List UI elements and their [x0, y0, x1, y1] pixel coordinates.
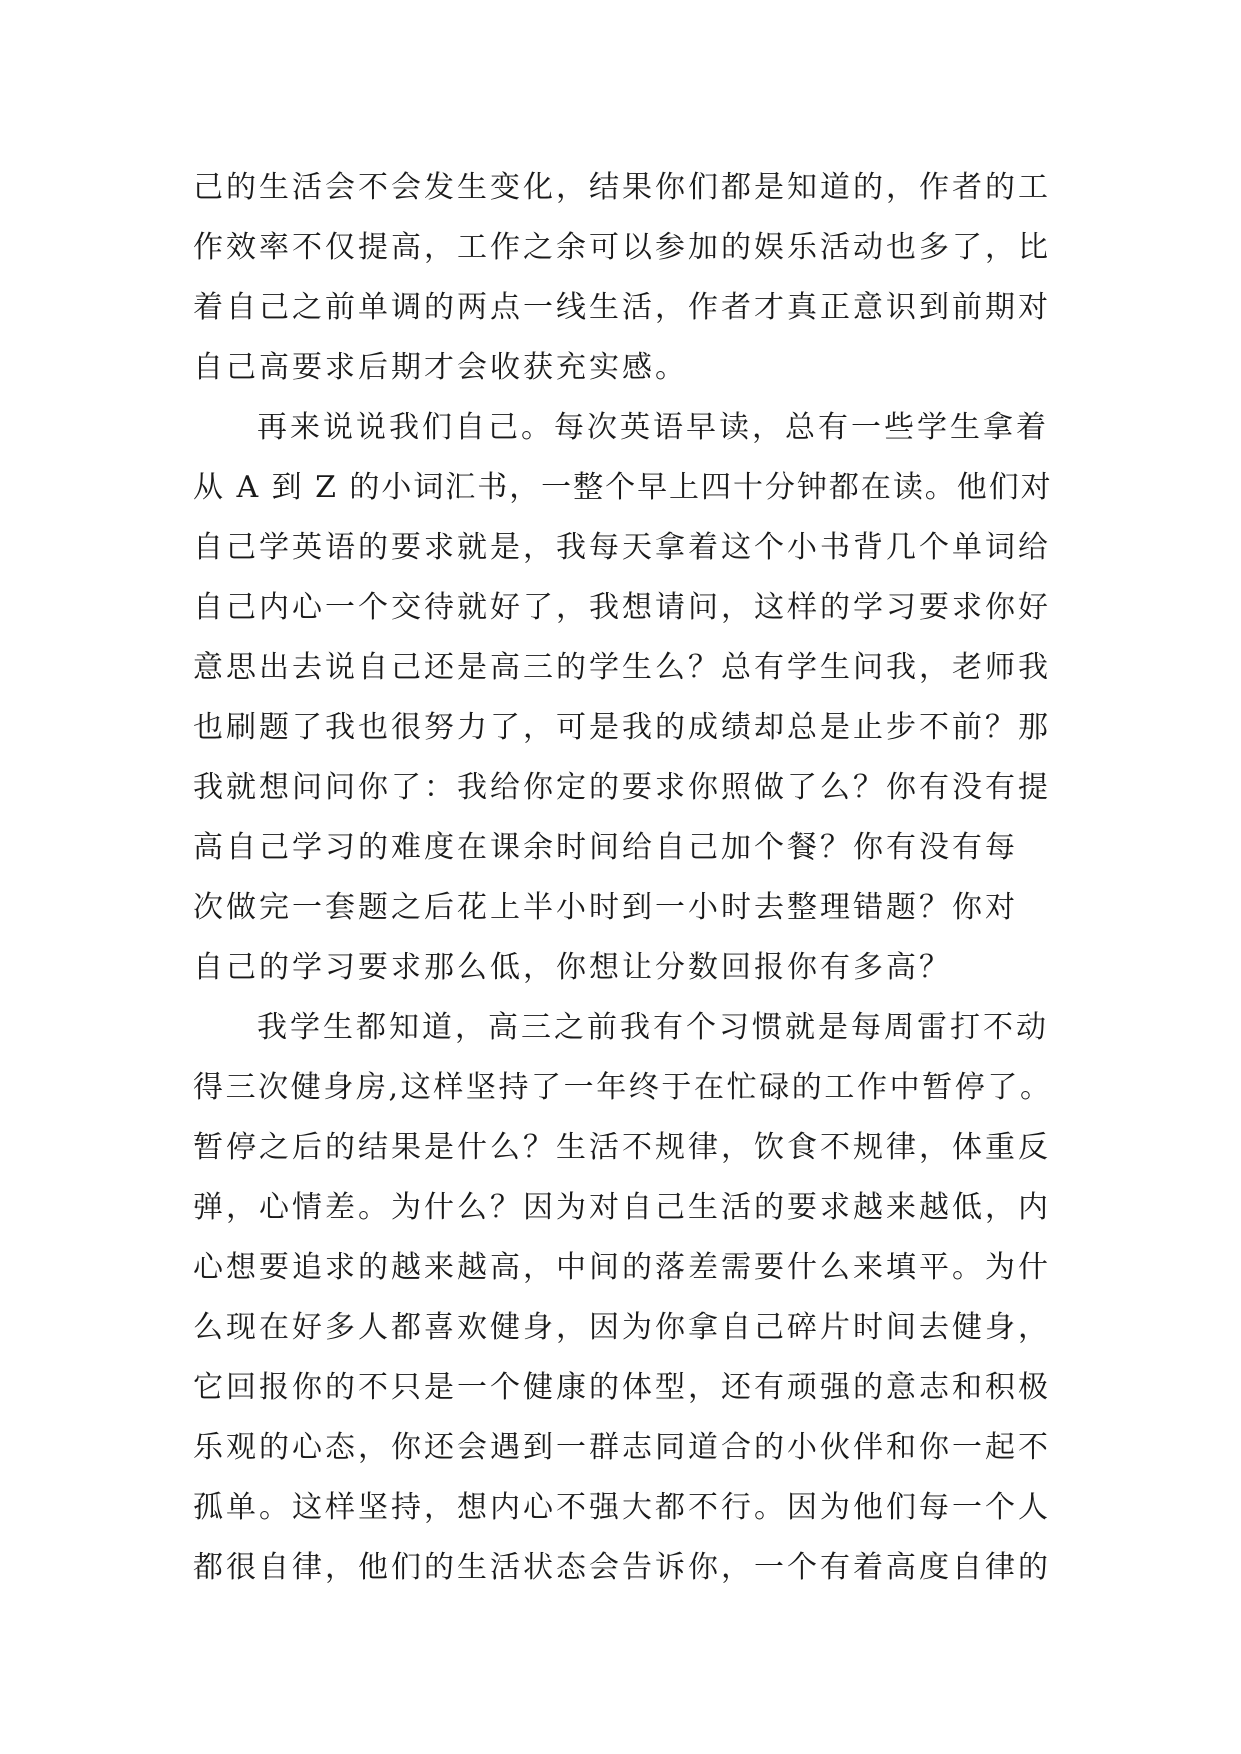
paragraph-start-line: 再来说说我们自己。每次英语早读，总有一些学生拿着 — [257, 410, 1049, 445]
paragraph-start-line: 我学生都知道，高三之前我有个习惯就是每周雷打不动 — [257, 1010, 1049, 1045]
text-line: 乐观的心态，你还会遇到一群志同道合的小伙伴和你一起不 — [193, 1430, 1051, 1465]
text-line: 弹，心情差。为什么？因为对自己生活的要求越来越低，内 — [193, 1190, 1051, 1225]
text-line: 都很自律，他们的生活状态会告诉你，一个有着高度自律的 — [193, 1550, 1051, 1585]
text-line: 心想要追求的越来越高，中间的落差需要什么来填平。为什 — [193, 1250, 1051, 1285]
body-text — [193, 158, 1053, 1598]
text-line: 自己的学习要求那么低，你想让分数回报你有多高？ — [193, 950, 952, 985]
text-line: 它回报你的不只是一个健康的体型，还有顽强的意志和积极 — [193, 1370, 1051, 1405]
text-line: 次做完一套题之后花上半小时到一小时去整理错题？你对 — [193, 890, 1018, 925]
text-line: 我就想问问你了：我给你定的要求你照做了么？你有没有提 — [193, 770, 1051, 805]
text-line: 从 A 到 Z 的小词汇书，一整个早上四十分钟都在读。他们对 — [193, 470, 1053, 505]
text-line: 么现在好多人都喜欢健身，因为你拿自己碎片时间去健身， — [193, 1310, 1051, 1345]
text-line: 孤单。这样坚持，想内心不强大都不行。因为他们每一个人 — [193, 1490, 1051, 1525]
text-line: 高自己学习的难度在课余时间给自己加个餐？你有没有每 — [193, 830, 1018, 865]
text-line: 暂停之后的结果是什么？生活不规律，饮食不规律，体重反 — [193, 1130, 1051, 1165]
text-line: 也刷题了我也很努力了，可是我的成绩却总是止步不前？那 — [193, 710, 1051, 745]
text-line: 自己学英语的要求就是，我每天拿着这个小书背几个单词给 — [193, 530, 1051, 565]
text-line: 己的生活会不会发生变化，结果你们都是知道的，作者的工 — [193, 170, 1051, 205]
text-line: 作效率不仅提高，工作之余可以参加的娱乐活动也多了，比 — [193, 230, 1051, 265]
text-line: 自己高要求后期才会收获充实感。 — [193, 350, 688, 385]
text-line: 得三次健身房,这样坚持了一年终于在忙碌的工作中暂停了。 — [193, 1070, 1053, 1105]
text-line: 意思出去说自己还是高三的学生么？总有学生问我，老师我 — [193, 650, 1051, 685]
text-line: 自己内心一个交待就好了，我想请问，这样的学习要求你好 — [193, 590, 1051, 625]
text-line: 着自己之前单调的两点一线生活，作者才真正意识到前期对 — [193, 290, 1051, 325]
